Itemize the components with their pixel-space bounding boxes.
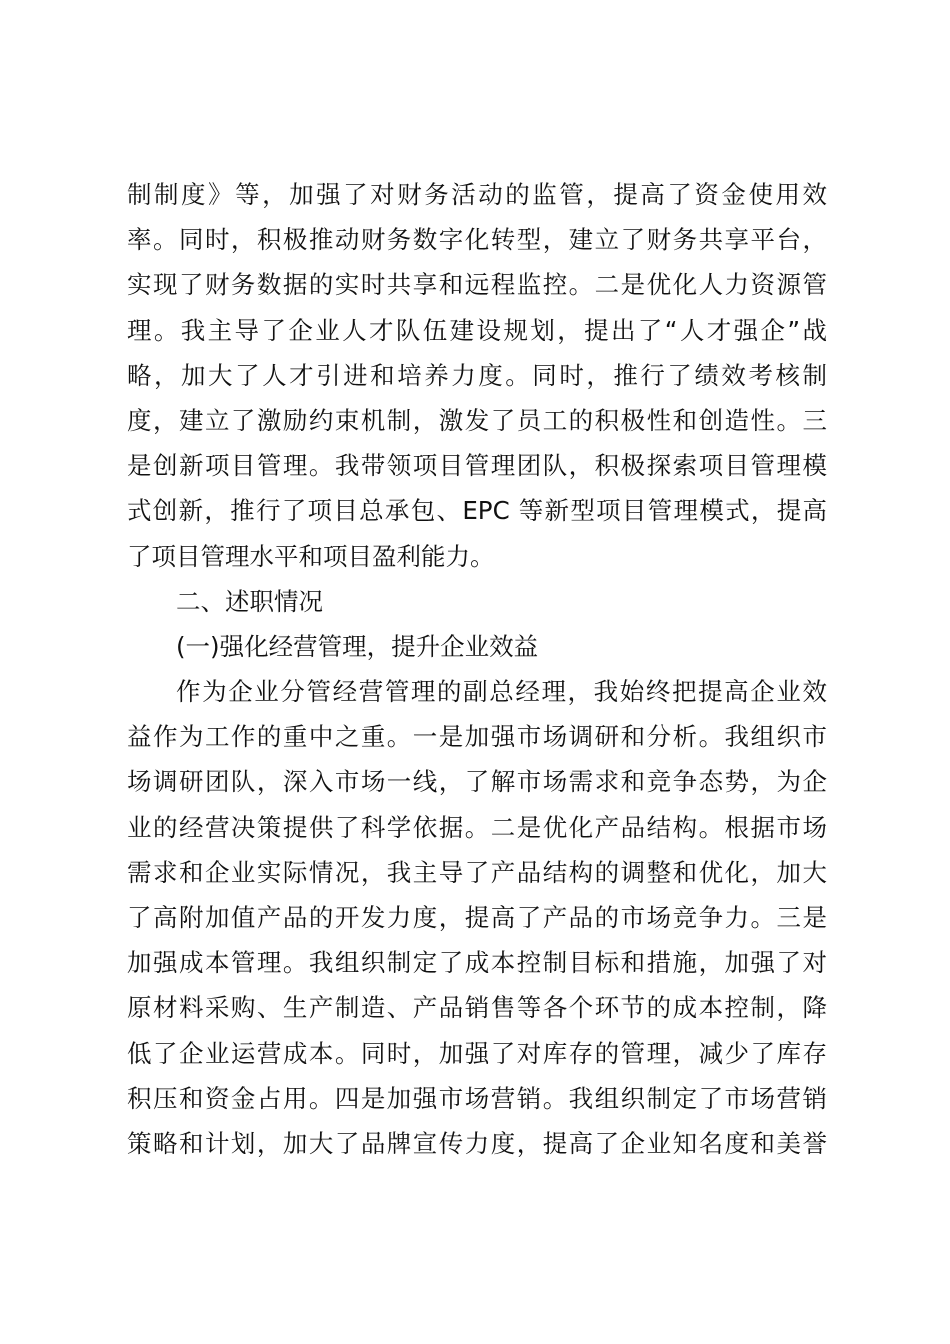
text-line: 式创新，推行了项目总承包、EPC 等新型项目管理模式，提高 bbox=[127, 496, 827, 526]
subsection-heading: (一)强化经营管理，提升企业效益 bbox=[176, 631, 539, 661]
text-line: 是创新项目管理。我带领项目管理团队，积极探索项目管理模 bbox=[127, 451, 827, 481]
text-line: 场调研团队，深入市场一线，了解市场需求和竞争态势，为企 bbox=[127, 767, 827, 797]
text-line: 原材料采购、生产制造、产品销售等各个环节的成本控制，降 bbox=[127, 993, 827, 1023]
text-line: 略，加大了人才引进和培养力度。同时，推行了绩效考核制 bbox=[127, 360, 827, 390]
text-line: 了高附加值产品的开发力度，提高了产品的市场竞争力。三是 bbox=[127, 903, 827, 932]
text-line: 需求和企业实际情况，我主导了产品结构的调整和优化，加大 bbox=[127, 857, 827, 887]
text-line: 了项目管理水平和项目盈利能力。 bbox=[127, 541, 495, 571]
text-line: 积压和资金占用。四是加强市场营销。我组织制定了市场营销 bbox=[127, 1083, 827, 1113]
text-line: 度，建立了激励约束机制，激发了员工的积极性和创造性。三 bbox=[127, 405, 827, 435]
text-line: 加强成本管理。我组织制定了成本控制目标和措施，加强了对 bbox=[127, 948, 827, 978]
text-line: 益作为工作的重中之重。一是加强市场调研和分析。我组织市 bbox=[127, 722, 827, 752]
document-body bbox=[127, 172, 827, 1166]
paragraph bbox=[127, 669, 827, 1166]
paragraph-continuation bbox=[127, 172, 827, 579]
text-line: 制制度》等，加强了对财务活动的监管，提高了资金使用效 bbox=[127, 180, 827, 209]
section-heading: 二、述职情况 bbox=[176, 586, 323, 616]
text-line: 低了企业运营成本。同时，加强了对库存的管理，减少了库存 bbox=[127, 1038, 827, 1068]
text-line: 策略和计划，加大了品牌宣传力度，提高了企业知名度和美誉 bbox=[127, 1128, 827, 1158]
text-line: 业的经营决策提供了科学依据。二是优化产品结构。根据市场 bbox=[127, 812, 827, 842]
text-line: 率。同时，积极推动财务数字化转型，建立了财务共享平台， bbox=[127, 225, 827, 255]
text-line: 理。我主导了企业人才队伍建设规划，提出了“人才强企”战 bbox=[127, 315, 827, 345]
text-line: 作为企业分管经营管理的副总经理，我始终把提高企业效 bbox=[176, 677, 827, 707]
text-line: 实现了财务数据的实时共享和远程监控。二是优化人力资源管 bbox=[127, 270, 827, 300]
